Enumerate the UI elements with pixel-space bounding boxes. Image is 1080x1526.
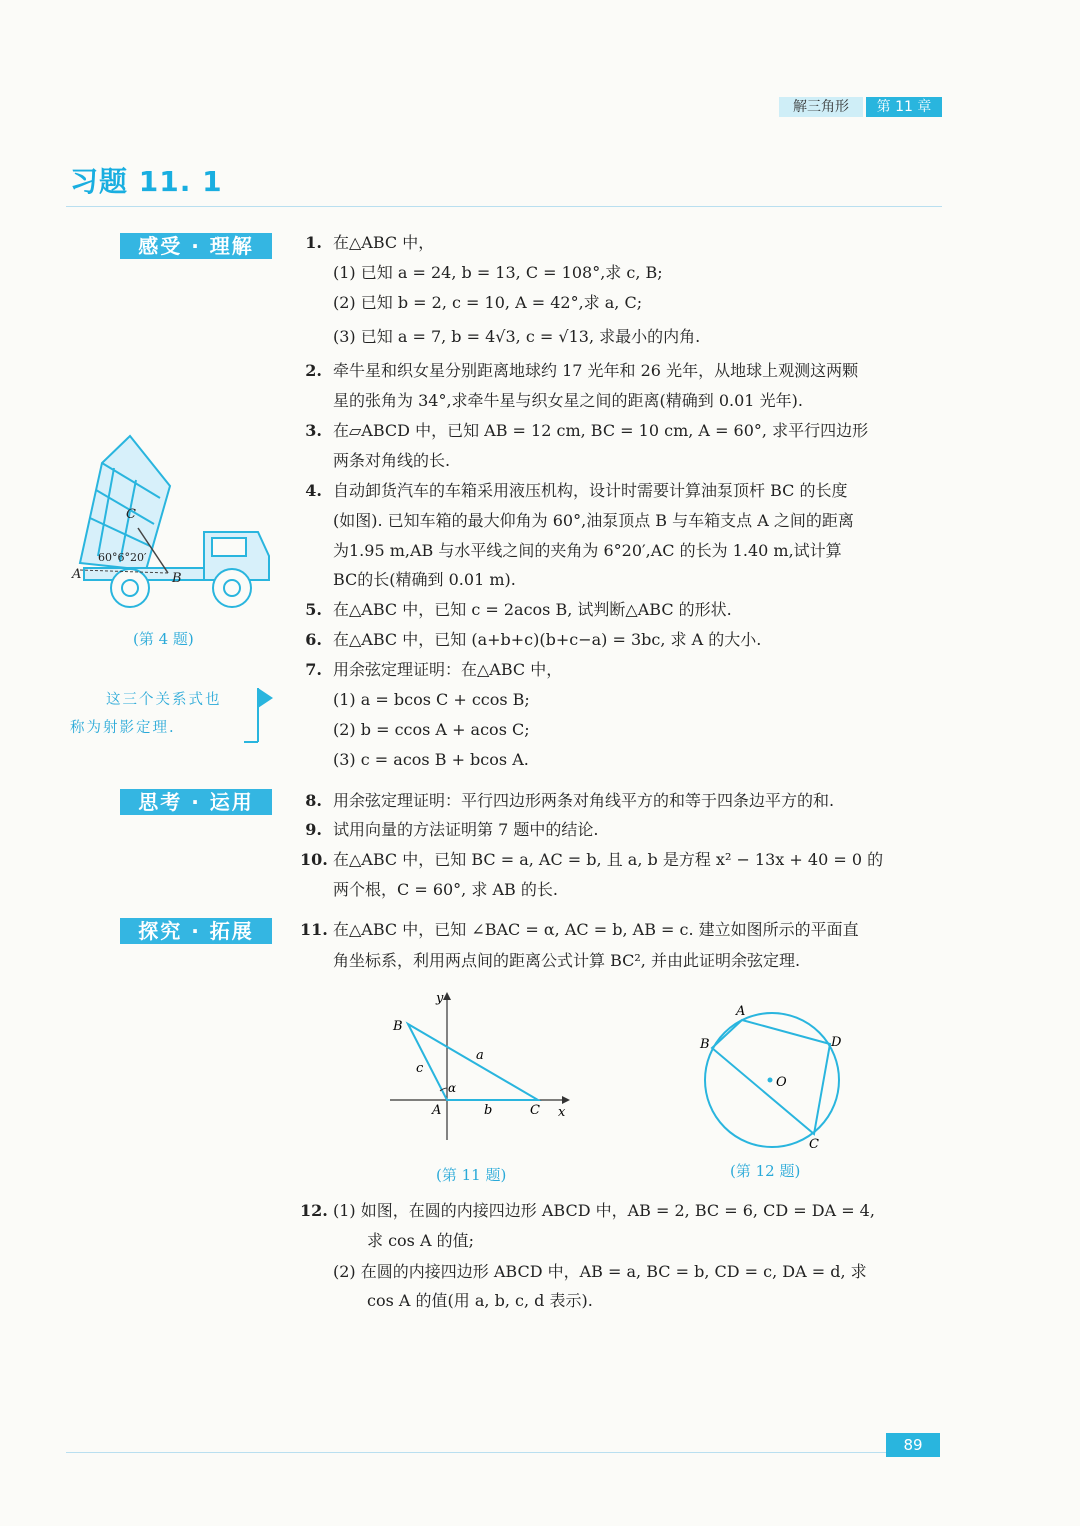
side-a-label: a: [476, 1048, 484, 1063]
figure-4-caption: (第 4 题): [133, 630, 194, 648]
q12-part2-line2: cos A 的值(用 a, b, c, d 表示).: [367, 1291, 593, 1310]
q12-part1-line2: 求 cos A 的值;: [367, 1231, 475, 1250]
truck-label-c: C: [126, 507, 136, 522]
q12-number: 12.: [300, 1201, 328, 1220]
q12-part2-line1: (2) 在圆的内接四边形 ABCD 中，AB = a, BC = b, CD = c, DA = d, 求: [333, 1262, 867, 1281]
side-note-line1: 这三个关系式也: [106, 692, 222, 708]
q7-stem: 用余弦定理证明：在△ABC 中，: [333, 660, 563, 679]
point-b-label: B: [393, 1019, 403, 1034]
q11-number: 11.: [300, 920, 328, 939]
q4-line4: BC的长(精确到 0.01 m).: [333, 570, 516, 589]
point-a-label: A: [432, 1103, 442, 1118]
section-label-explore: 探究 · 拓展: [120, 918, 272, 944]
q3-number: 3.: [305, 421, 322, 440]
circle-point-a-label: A: [736, 1004, 746, 1019]
q5-number: 5.: [305, 600, 322, 619]
angle-alpha-label: α: [448, 1081, 457, 1095]
q9-line1: 试用向量的方法证明第 7 题中的结论.: [333, 820, 599, 839]
q3-line2: 两条对角线的长.: [333, 451, 451, 470]
q11-line1: 在△ABC 中，已知 ∠BAC = α, AC = b, AB = c. 建立如图所示的平面直: [333, 920, 859, 939]
q10-line2: 两个根，C = 60°, 求 AB 的长.: [333, 880, 558, 899]
q2-number: 2.: [305, 361, 322, 380]
q4-number: 4.: [305, 481, 322, 500]
q10-number: 10.: [300, 850, 328, 869]
q11-line2: 角坐标系，利用两点间的距离公式计算 BC², 并由此证明余弦定理.: [333, 951, 801, 970]
q1-part3: (3) 已知 a = 7, b = 4√3, c = √13, 求最小的内角.: [333, 327, 701, 346]
q1-number: 1.: [305, 233, 322, 252]
section-label-apply: 思考 · 运用: [120, 789, 272, 815]
q12-part1-line1: (1) 如图，在圆的内接四边形 ABCD 中，AB = 2, BC = 6, CD = DA = 4,: [333, 1201, 875, 1220]
q4-line3: 为1.95 m,AB 与水平线之间的夹角为 6°20′,AC 的长为 1.40 m,试计算: [333, 541, 842, 560]
q7-number: 7.: [305, 660, 322, 679]
figure-12-caption: (第 12 题): [730, 1162, 801, 1180]
q9-number: 9.: [305, 820, 322, 839]
q7-part2: (2) b = ccos A + acos C;: [333, 720, 530, 739]
circle-point-d-label: D: [831, 1035, 842, 1050]
y-axis-label: y: [436, 991, 444, 1006]
q8-number: 8.: [305, 791, 322, 810]
q6-number: 6.: [305, 630, 322, 649]
x-axis-label: x: [558, 1105, 566, 1120]
q2-line1: 牵牛星和织女星分别距离地球约 17 光年和 26 光年，从地球上观测这两颗: [333, 361, 859, 380]
circle-point-b-label: B: [700, 1037, 710, 1052]
point-c-label: C: [530, 1103, 540, 1118]
q10-line1: 在△ABC 中，已知 BC = a, AC = b, 且 a, b 是方程 x² − 13x + 40 = 0 的: [333, 850, 884, 869]
inscribed-quadrilateral-figure: [690, 998, 860, 1158]
chapter-number-tag: 第 11 章: [866, 97, 942, 117]
q5-line1: 在△ABC 中，已知 c = 2acos B, 试判断△ABC 的形状.: [333, 600, 732, 619]
truck-label-b: B: [172, 571, 182, 586]
section-label-understand: 感受 · 理解: [120, 233, 272, 259]
q7-part1: (1) a = bcos C + ccos B;: [333, 690, 530, 709]
side-b-label: b: [484, 1103, 493, 1118]
q6-line1: 在△ABC 中，已知 (a+b+c)(b+c−a) = 3bc, 求 A 的大小.: [333, 630, 762, 649]
exercise-title: 习题 11. 1: [70, 165, 223, 198]
q4-line2: (如图). 已知车箱的最大仰角为 60°,油泵顶点 B 与车箱支点 A 之间的距离: [333, 511, 854, 530]
footer-rule: [66, 1452, 886, 1453]
q1-part1: (1) 已知 a = 24, b = 13, C = 108°,求 c, B;: [333, 263, 663, 282]
circle-point-c-label: C: [809, 1137, 819, 1152]
figure-11-caption: (第 11 题): [436, 1166, 507, 1184]
side-c-label: c: [416, 1061, 424, 1076]
page-number: 89: [886, 1433, 940, 1457]
q3-line1: 在▱ABCD 中，已知 AB = 12 cm, BC = 10 cm, A = 60°, 求平行四边形: [333, 421, 869, 440]
q1-stem: 在△ABC 中，: [333, 233, 435, 252]
flag-icon: [240, 684, 276, 746]
q2-line2: 星的张角为 34°,求牵牛星与织女星之间的距离(精确到 0.01 光年).: [333, 391, 803, 410]
side-note-line2: 称为射影定理.: [70, 720, 176, 736]
q4-line1: 自动卸货汽车的车箱采用液压机构，设计时需要计算油泵顶杆 BC 的长度: [333, 481, 848, 500]
q8-line1: 用余弦定理证明：平行四边形两条对角线平方的和等于四条边平方的和.: [333, 791, 835, 810]
q7-part3: (3) c = acos B + bcos A.: [333, 750, 529, 769]
circle-center-label: O: [776, 1075, 787, 1090]
chapter-topic-tag: 解三角形: [779, 97, 863, 117]
coordinate-triangle-figure: [380, 988, 580, 1148]
truck-angle-label: 60°6°20′: [98, 551, 147, 564]
q1-part2: (2) 已知 b = 2, c = 10, A = 42°,求 a, C;: [333, 293, 643, 312]
title-rule: [66, 206, 942, 207]
truck-label-a: A: [72, 567, 82, 582]
dump-truck-figure: [62, 428, 277, 618]
